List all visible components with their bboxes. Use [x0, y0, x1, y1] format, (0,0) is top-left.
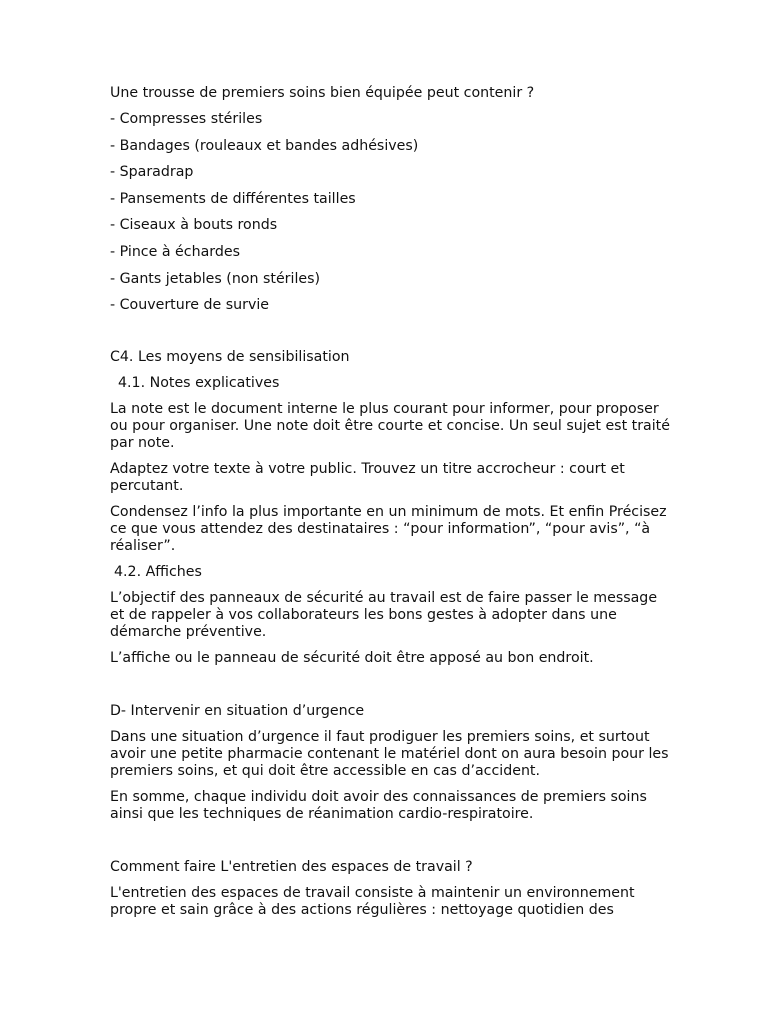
kit-list-item: - Ciseaux à bouts ronds [110, 217, 278, 234]
paragraph: Dans une situation d’urgence il faut prodiguer les premiers soins, et surtout avoir une petite pharmacie contenant le matériel dont on aura besoin pour les premiers soins, et qui doit être accessible en cas d’accident. [110, 729, 669, 780]
section-heading-entretien: Comment faire L'entretien des espaces de travail ? [110, 859, 473, 876]
kit-list-item: - Couverture de survie [110, 297, 270, 314]
kit-intro: Une trousse de premiers soins bien équipée peut contenir ? [110, 85, 535, 101]
kit-list [110, 111, 670, 314]
section-heading-c4: C4. Les moyens de sensibilisation [110, 349, 350, 366]
paragraph: L’objectif des panneaux de sécurité au travail est de faire passer le message et de rappeler à vos collaborateurs les bons gestes à adopter dans une démarche préventive. [110, 590, 658, 641]
kit-list-item: - Bandages (rouleaux et bandes adhésives) [110, 137, 419, 154]
paragraph: La note est le document interne le plus courant pour informer, pour proposer ou pour organiser. Une note doit être courte et concise. Un seul sujet est traité par note. [110, 401, 670, 452]
paragraph: Condensez l’info la plus importante en un minimum de mots. Et enfin Précisez ce que vous attendez des destinataires : “pour information”, “pour avis”, “à réaliser”. [110, 504, 667, 555]
kit-list-item: - Sparadrap [110, 164, 194, 181]
paragraph: En somme, chaque individu doit avoir des connaissances de premiers soins ainsi que les techniques de réanimation cardio-respiratoire. [110, 789, 647, 823]
subsection-heading-notes: 4.1. Notes explicatives [118, 375, 280, 392]
paragraph: L'entretien des espaces de travail consiste à maintenir un environnement propre et sain grâce à des actions régulières : nettoyage quotidien des [110, 885, 635, 919]
kit-list-item: - Compresses stériles [110, 111, 263, 127]
paragraph: Adaptez votre texte à votre public. Trouvez un titre accrocheur : court et percutant. [110, 461, 625, 495]
section-heading-d: D- Intervenir en situation d’urgence [110, 703, 365, 720]
kit-list-item: - Gants jetables (non stériles) [110, 270, 321, 287]
kit-list-item: - Pince à échardes [110, 243, 240, 260]
page-content [110, 85, 670, 919]
kit-list-item: - Pansements de différentes tailles [110, 190, 356, 207]
paragraph: L’affiche ou le panneau de sécurité doit être apposé au bon endroit. [110, 650, 594, 667]
subsection-heading-affiches: 4.2. Affiches [114, 564, 202, 581]
